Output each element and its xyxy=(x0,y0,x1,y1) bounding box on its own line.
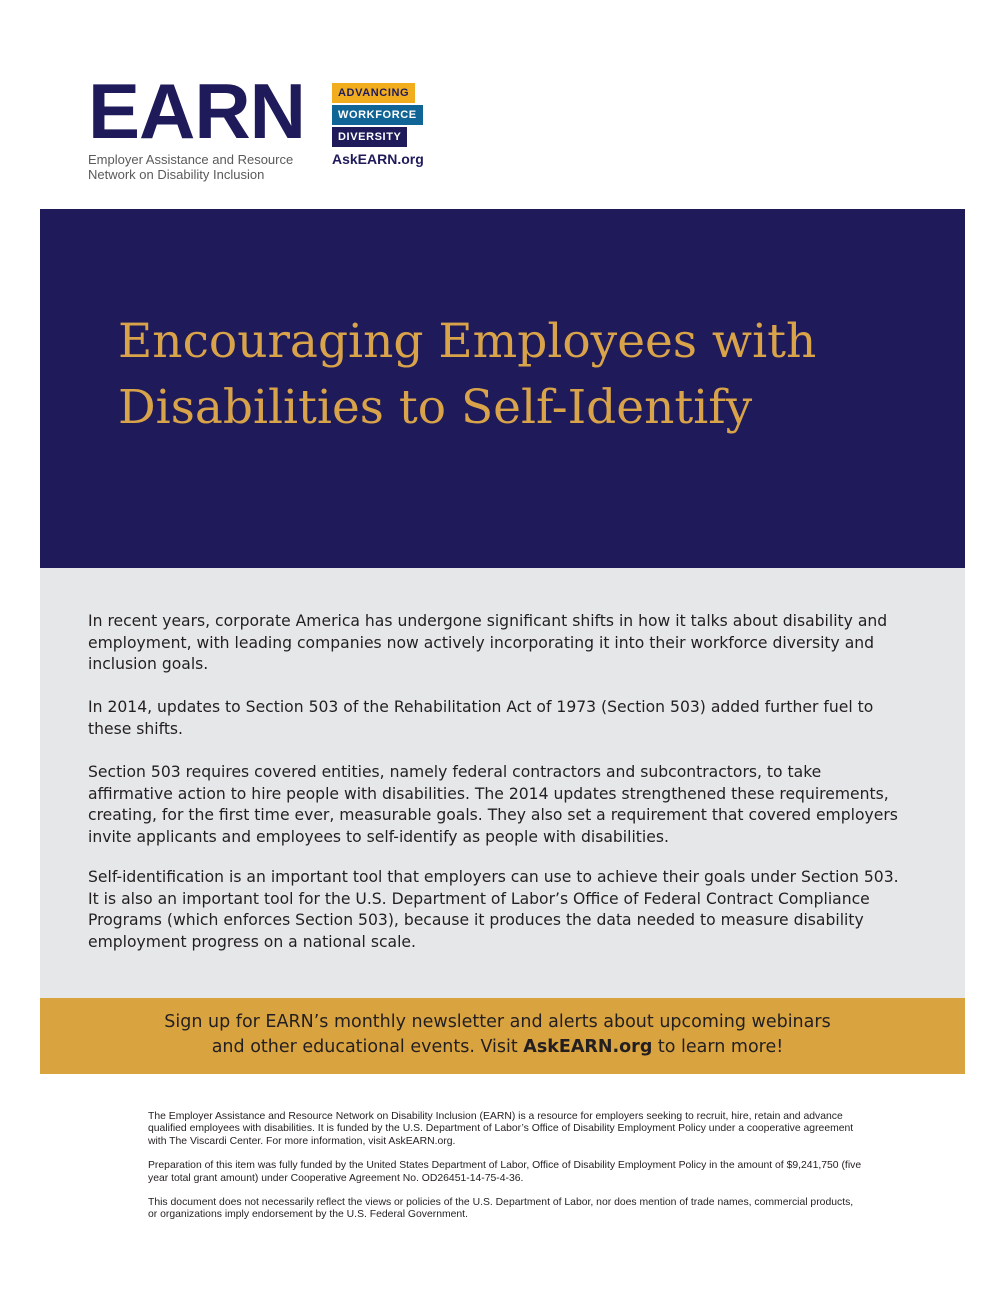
logo-url: AskEARN.org xyxy=(332,151,424,167)
earn-logo xyxy=(88,67,448,188)
footer-disclaimer xyxy=(148,1111,863,1234)
title-banner xyxy=(40,209,965,568)
title-line-2: Disabilities to Self-Identify xyxy=(118,380,753,435)
body-paragraph-3: Section 503 requires covered entities, namely federal contractors and subcontractors, to take affirmative action to hire people with disabilities. The 2014 updates strengthened these requirements, creating, for the first time ever, measurable goals. They also set a requirement that covered employers invite applicants and employees to self-identify as people with disabilities. xyxy=(88,763,898,846)
footer-paragraph-3: This document does not necessarily reflect the views or policies of the U.S. Department of Labor, nor does mention of trade names, commercial products, or organizations imply endorsement by the U.S. Federal Government. xyxy=(148,1197,854,1221)
body-section xyxy=(40,568,965,998)
cta-line-1: Sign up for EARN’s monthly newsletter and alerts about upcoming webinars xyxy=(164,1012,831,1032)
logo-subtitle: Employer Assistance and Resource Network on Disability Inclusion xyxy=(88,152,294,182)
cta-line-2-post: to learn more! xyxy=(652,1037,784,1057)
body-paragraph-2: In 2014, updates to Section 503 of the Rehabilitation Act of 1973 (Section 503) added further fuel to these shifts. xyxy=(88,698,874,738)
cta-link[interactable]: AskEARN.org xyxy=(523,1037,653,1057)
logo-tag-workforce: WORKFORCE xyxy=(332,105,423,125)
body-paragraph-1: In recent years, corporate America has undergone significant shifts in how it talks about disability and employment, with leading companies now actively incorporating it into their workforce diversity and inclusion goals. xyxy=(88,612,888,673)
cta-line-2-pre: and other educational events. Visit xyxy=(211,1037,524,1057)
cta-text xyxy=(40,1010,955,1060)
body-paragraph-4: Self-identification is an important tool that employers can use to achieve their goals under Section 503. It is also an important tool for the U.S. Department of Labor’s Office of Federal Contract Compliance Programs (which enforces Section 503), because it produces the data needed to measure disability employment progress on a national scale. xyxy=(88,868,899,951)
logo-tag-diversity: DIVERSITY xyxy=(332,127,407,147)
title-line-1: Encouraging Employees with xyxy=(118,314,817,369)
logo-wordmark: EARN xyxy=(88,67,306,155)
footer-paragraph-1: The Employer Assistance and Resource Network on Disability Inclusion (EARN) is a resource for employers seeking to recruit, hire, retain and advance qualified employees with disabilities. It is funded by the U.S. Department of Labor’s Office of Disability Employment Policy under a cooperative agreement with The Viscardi Center. For more information, visit AskEARN.org. xyxy=(148,1111,854,1147)
page-title xyxy=(118,309,938,441)
footer-paragraph-2: Preparation of this item was fully funded by the United States Department of Labor, Office of Disability Employment Policy in the amount of $9,241,750 (five year total grant amount) under Cooperative Agreement No. OD26451-14-75-4-36. xyxy=(148,1160,862,1184)
newsletter-cta xyxy=(40,998,965,1074)
logo-tag-advancing: ADVANCING xyxy=(332,83,415,103)
